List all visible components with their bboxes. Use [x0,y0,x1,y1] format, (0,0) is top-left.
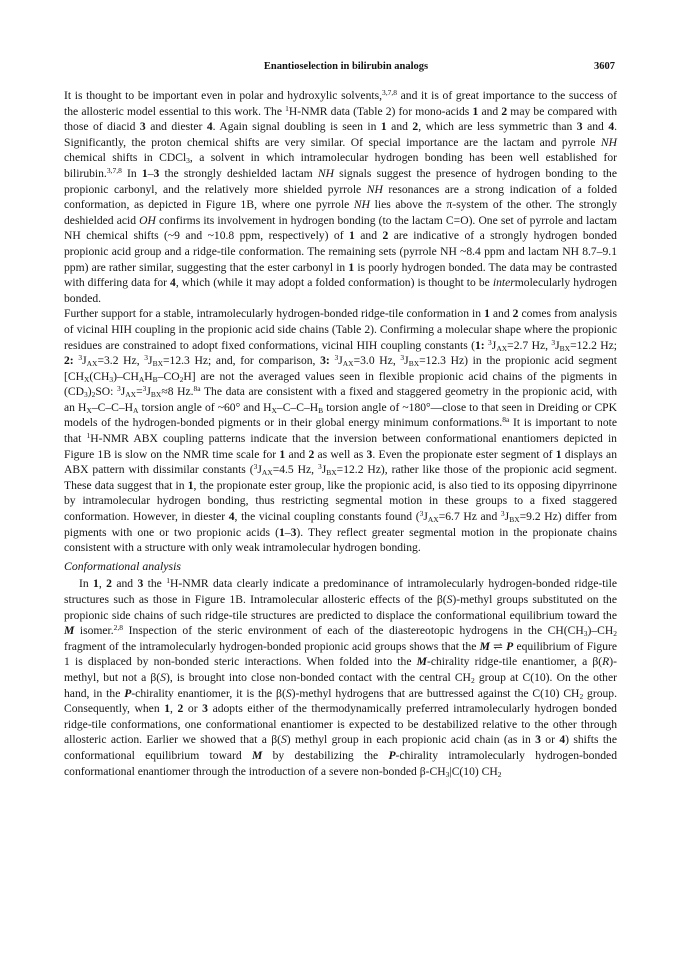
paragraph-2: Further support for a stable, intramolecularly hydrogen-bonded ridge-tile conformation in 1 and 2 comes from analysis of vicinal HIH coupling in the propionic acid side chains (Table 2). Confirming a molecular shape where the propionic residues are constrained to adopt fixed conformations, vicinal HIH coupling constants (1: $^3J_{AX}=2.7$ Hz, $^3J_{BX}=12.2$ Hz; 2: $^3J_{AX}=3.2$ Hz, $^3J_{BX}=12.3$ Hz; and, for comparison, 3: $^3J_{AX}=3.0$ Hz, $^3J_{BX}=12.3$ Hz) in the propionic acid segment $[CH_X(CH_3)-CH_AH_B-CO_2H]$ are not the averaged values seen in flexible propionic acid chains of the pigments in $(CD_3)_2SO$: $^3J_{AX}=^3J_{BX}\approx 8$ Hz.$^{8a}$ The data are consistent with a fixed and staggered geometry in the propionic acid, with an $H_X-C-C-H_A$ torsion angle of ~60° and $H_X-C-C-H_B$ torsion angle of ~180°—close to that seen in Dreiding or CPK models of the hydrogen-bonded pigments or in their global energy minimum conformations.$^{8a}$ It is important to note that $^1$H-NMR ABX coupling patterns indicate that the inversion between conformational enantiomers depicted in Figure 1B is slow on the NMR time scale for 1 and 2 as well as 3. Even the propionate ester segment of 1 displays an ABX pattern with dissimilar constants ($^3J_{AX}=4.5$ Hz, $^3J_{BX}=12.2$ Hz), rather like those of the propionic acid segment. These data suggest that in 1, the propionate ester group, like the propionic acid, is also tied to its opposing dipyrrinone by intramolecular hydrogen bonding, thus restricting segmental motion in these groups to a fixed staggered conformation. However, in diester 4, the vicinal coupling constants found ($^3J_{AX}=6.7$ Hz and $^3J_{BX}=9.2$ Hz) differ from pigments with one or two propionic acids (1–3). They reflect greater segmental motion in the propionate chains consistent with a structure with only weak intramolecular hydrogen bonding. [64,307,618,555]
paragraph-1: It is thought to be important even in polar and hydroxylic solvents,$^{3,7,8}$ and it is of great importance to the success of the allosteric model essential to this work. The $^1$H-NMR data (Table 2) for mono-acids 1 and 2 may be compared with those of diacid 3 and diester 4. Again signal doubling is seen in 1 and 2, which are less symmetric than 3 and 4. Significantly, the proton chemical shifts are very similar. Of special importance are the lactam and pyrrole NH chemical shifts in CDCl$_3$, a solvent in which intramolecular hydrogen bonding has been well established for bilirubin.$^{3,7,8}$ In 1–3 the strongly deshielded lactam NH signals suggest the presence of hydrogen bonding to the propionic carbonyl, and the relatively more shielded pyrrole NH resonances are a strong indication of a folded conformation, as depicted in Figure 1B, where one pyrrole NH lies above the π-system of the other. The strongly deshielded acid OH confirms its involvement in hydrogen bonding (to the lactam C=O). One set of pyrrole and lactam NH chemical shifts (~9 and ~10.8 ppm, respectively) of 1 and 2 are indicative of a strongly hydrogen bonded propionic acid group and a ridge-tile conformation. The remaining sets (pyrrole NH ~8.4 ppm and lactam NH 8.7–9.1 ppm) are rather similar, suggesting that the ester carbonyl in 1 is poorly hydrogen bonded. The data may be contrasted with differing data for 4, which (while it may adopt a folded conformation) is thought to be intermolecularly hydrogen bonded. [64,88,618,305]
running-head [0,61,692,75]
article-body [64,88,617,779]
paragraph-3: In 1, 2 and 3 the $^1$H-NMR data clearly indicate a predominance of intramolecularly hydrogen-bonded ridge-tile structures such as those in Figure 1B. Intramolecular allosteric effects of the β(S)-methyl groups substituted on the propionic side chains of such ridge-tile structures are predicted to displace the conformational equilibrium toward the M isomer.$^{2,8}$ Inspection of the steric environment of each of the diastereotopic hydrogens in the $CH(CH_3)-CH_2$ fragment of the intramolecularly hydrogen-bonded propionic acid groups shows that the M ⇌ P equilibrium of Figure 1 is displaced by non-bonded steric interactions. When folded into the M-chirality ridge-tile enantiomer, a β(R)-methyl, but not a β(S), is brought into close non-bonded contact with the central $CH_2$ group at C(10). On the other hand, in the P-chirality enantiomer, it is the β(S)-methyl hydrogens that are buttressed against the C(10) $CH_2$ group. Consequently, when 1, 2 or 3 adopts either of the thermodynamically preferred intramolecularly hydrogen bonded ridge-tile conformations, one conformational enantiomer is expected to be destabilized relative to the other through allosteric action. Earlier we showed that a β(S) methyl group in each propionic acid chain (as in 3 or 4) shifts the conformational equilibrium toward M by destabilizing the P-chirality intramolecularly hydrogen-bonded conformational enantiomer through the introduction of a severe non-bonded $\beta-CH_3|C(10)$ $CH_2$ [64,576,618,779]
section-heading: Conformational analysis [64,558,181,573]
running-title: Enantioselection in bilirubin analogs [263,61,429,72]
page-number: 3607 [594,61,615,72]
